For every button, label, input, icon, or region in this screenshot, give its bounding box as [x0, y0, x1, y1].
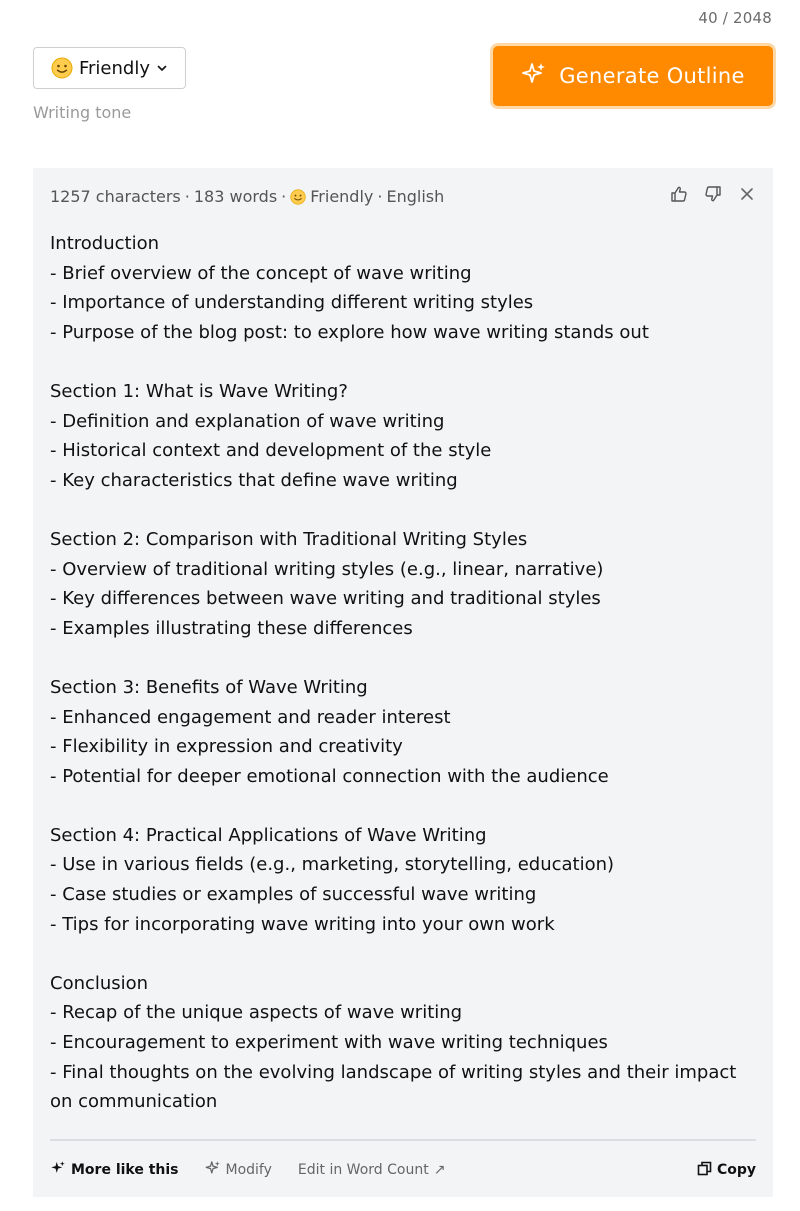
outline-section-title: Section 1: What is Wave Writing?	[50, 380, 348, 402]
chevron-down-icon	[156, 58, 168, 79]
footer-divider	[50, 1139, 756, 1141]
sparkle-icon	[521, 61, 547, 92]
outline-section	[50, 229, 753, 347]
word-count: 183 words	[193, 187, 278, 206]
modify-button[interactable]	[205, 1160, 272, 1180]
card-footer	[50, 1159, 756, 1181]
more-like-this-button[interactable]	[50, 1160, 179, 1180]
generate-outline-button[interactable]	[493, 46, 773, 106]
copy-icon	[697, 1161, 712, 1180]
outline-section	[50, 377, 753, 495]
outline-bullet: - Case studies or examples of successful wave writing	[50, 884, 537, 906]
outline-bullet: - Overview of traditional writing styles (e.g., linear, narrative)	[50, 558, 604, 580]
outline-bullet: - Potential for deeper emotional connection with the audience	[50, 765, 609, 787]
outline-section-title: Conclusion	[50, 972, 149, 994]
modify-label: Modify	[225, 1162, 272, 1178]
outline-section-title: Section 3: Benefits of Wave Writing	[50, 676, 368, 698]
outline-bullet: - Purpose of the blog post: to explore how wave writing stands out	[50, 321, 649, 343]
meta-tone: Friendly	[310, 187, 374, 206]
smile-icon	[51, 57, 73, 79]
meta-separator: ·	[184, 187, 190, 206]
thumbs-down-icon[interactable]	[703, 184, 723, 204]
outline-section	[50, 673, 753, 791]
outline-text	[50, 229, 753, 1146]
outline-bullet: - Recap of the unique aspects of wave writing	[50, 1002, 463, 1024]
outline-bullet: - Encouragement to experiment with wave writing techniques	[50, 1032, 608, 1054]
outline-bullet: - Key characteristics that define wave writing	[50, 469, 458, 491]
meta-separator: ·	[281, 187, 287, 206]
outline-bullet: - Final thoughts on the evolving landscape of writing styles and their impact on communication	[50, 1061, 737, 1113]
more-like-this-label: More like this	[71, 1162, 179, 1178]
outline-bullet: - Definition and explanation of wave writing	[50, 410, 445, 432]
outline-section	[50, 821, 753, 939]
outline-section	[50, 525, 753, 643]
outline-bullet: - Brief overview of the concept of wave writing	[50, 262, 472, 284]
outline-bullet: - Importance of understanding different writing styles	[50, 292, 534, 314]
tone-dropdown[interactable]	[33, 47, 186, 89]
outline-section-title: Section 4: Practical Applications of Wave Writing	[50, 824, 487, 846]
sparkle-icon	[205, 1160, 221, 1180]
outline-result-card	[33, 168, 773, 1197]
outline-bullet: - Examples illustrating these differences	[50, 617, 413, 639]
thumbs-up-icon[interactable]	[669, 184, 689, 204]
outline-section-title: Introduction	[50, 233, 160, 254]
char-counter: 40 / 2048	[698, 9, 772, 27]
tone-label: Writing tone	[33, 103, 132, 122]
outline-bullet: - Historical context and development of the style	[50, 440, 492, 462]
copy-label: Copy	[716, 1162, 756, 1178]
outline-bullet: - Key differences between wave writing and traditional styles	[50, 588, 601, 610]
card-actions	[669, 184, 757, 204]
outline-section-title: Section 2: Comparison with Traditional Writing Styles	[50, 528, 528, 550]
edit-in-word-count-link[interactable]	[298, 1162, 446, 1178]
outline-bullet: - Tips for incorporating wave writing into your own work	[50, 913, 555, 935]
outline-bullet: - Flexibility in expression and creativity	[50, 736, 403, 758]
tone-value: Friendly	[78, 57, 150, 79]
generate-outline-label: Generate Outline	[559, 64, 745, 88]
outline-section	[50, 969, 753, 1117]
sparkle-icon	[50, 1160, 66, 1180]
copy-button[interactable]	[697, 1161, 756, 1180]
meta-separator: ·	[377, 187, 383, 206]
meta-language: English	[386, 187, 445, 206]
close-icon[interactable]	[737, 184, 757, 204]
external-link-icon: ↗	[433, 1162, 446, 1178]
outline-bullet: - Enhanced engagement and reader interest	[50, 706, 451, 728]
outline-bullet: - Use in various fields (e.g., marketing, storytelling, education)	[50, 854, 615, 876]
char-count: 1257 characters	[50, 187, 181, 206]
edit-in-word-count-label: Edit in Word Count	[297, 1162, 429, 1178]
result-meta	[50, 187, 444, 206]
smile-icon	[290, 189, 306, 205]
